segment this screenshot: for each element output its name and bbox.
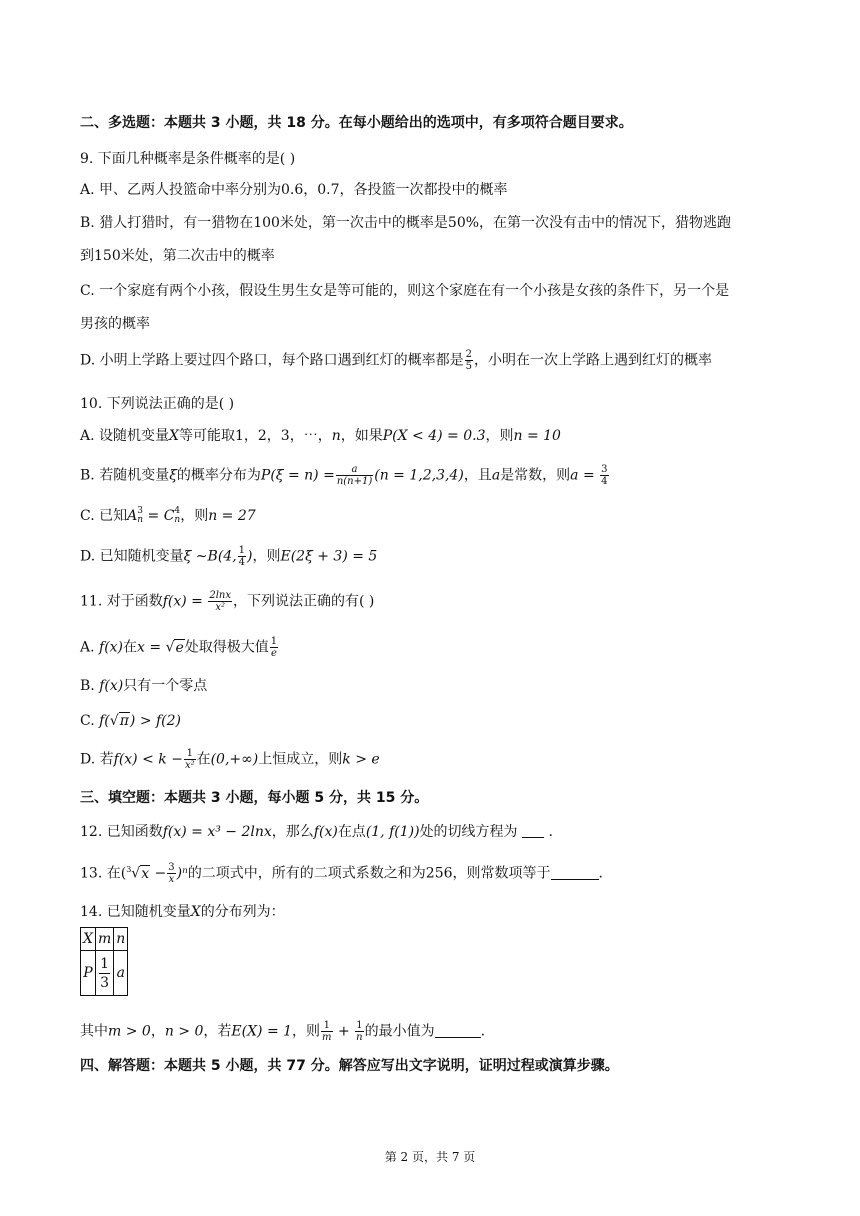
q14-post: 的分布列为：	[200, 904, 285, 920]
q10-c-eq: =	[143, 508, 164, 524]
q12-f2: f(x)	[313, 824, 338, 840]
q10-b-pre: B. 若随机变量	[80, 467, 170, 484]
q14-f1-den: m	[322, 1032, 332, 1043]
q11-a-fraction	[270, 636, 278, 659]
q10-b-res-den: 4	[601, 476, 608, 487]
q12-answer-blank[interactable]	[522, 823, 544, 838]
q11-stem-f: f(x) =	[162, 593, 203, 610]
q14-plus: +	[333, 1023, 355, 1040]
q14-cond1: m > 0	[108, 1023, 151, 1040]
q10-b-num: a	[336, 464, 373, 476]
q14-pre: 14. 已知随机变量	[80, 904, 191, 920]
table-cell-a: a	[114, 951, 128, 996]
section-fill-blank-header: 三、填空题：本题共 3 小题，每小题 5 分，共 15 分。	[80, 790, 429, 806]
q11-d-pre: D. 若	[80, 751, 114, 768]
q11-a-pre: A.	[80, 639, 100, 656]
q11-a-root: e	[175, 639, 184, 656]
q10-a-expr: P(X < 4) = 0.3	[382, 428, 486, 444]
q14-var: X	[190, 904, 201, 920]
q10-c-C-sup: 4	[174, 506, 181, 516]
q9-d-den: 5	[465, 361, 472, 372]
q10-stem: 10. 下列说法正确的是( )	[80, 396, 235, 412]
q9-d-fraction	[465, 349, 473, 372]
q11-a-f: f(x)	[99, 639, 124, 656]
q10-a-mid3: ，则	[485, 428, 514, 444]
distribution-table	[80, 927, 128, 996]
q12-stem	[80, 822, 553, 842]
q10-b-expr: P(ξ = n) =	[260, 467, 335, 484]
q10-b-den: n(n+1)	[336, 476, 373, 487]
q11-stem-pre: 11. 对于函数	[80, 593, 163, 610]
q14-end: .	[480, 1023, 486, 1040]
q12-mid2: 在点	[337, 824, 366, 840]
q10-c-A: A	[127, 508, 138, 524]
q10-b-result-fraction	[600, 464, 608, 487]
q13-end: .	[598, 865, 603, 882]
q11-d-mid2: 上恒成立，则	[258, 751, 343, 768]
q13-den: x	[168, 874, 175, 886]
q10-b-mid3: 是常数，则	[500, 467, 571, 484]
q11-d-mid: 在	[196, 751, 211, 768]
q9-option-b-line1: B. 猎人打猎时，有一猎物在100米处，第一次击中的概率是50%，在第一次没有击中的情况下，猎物逃跑	[80, 215, 732, 231]
q11-c-root: π	[119, 713, 129, 729]
q11-option-a	[80, 636, 279, 659]
q10-a-var: X	[169, 428, 179, 444]
q10-a-n: n	[331, 428, 341, 444]
q11-c-f2: ) > f(2)	[129, 713, 182, 729]
q14-table-fraction	[99, 955, 110, 992]
table-cell-m: m	[95, 928, 113, 951]
q10-a-mid: 等可能取1，2，3，⋯，	[178, 428, 332, 444]
q9-stem: 9. 下面几种概率是条件概率的是( )	[80, 151, 296, 167]
q10-b-mid: 的概率分布为	[176, 467, 261, 484]
q13-answer-blank[interactable]	[551, 865, 599, 880]
q13-num: 3	[168, 862, 175, 874]
q10-a-mid2: ，如果	[340, 428, 383, 444]
q11-d-f: f(x) < k −	[113, 751, 183, 768]
sqrt-icon: √	[165, 639, 175, 656]
q13-root: x	[141, 865, 150, 882]
q10-d-mid: ，则	[252, 548, 281, 565]
q11-a-den: e	[271, 648, 277, 659]
q9-option-c-line1: C. 一个家庭有两个小孩，假设生男生女是等可能的，则这个家庭在有一个小孩是女孩的条件下，另一个是	[80, 283, 730, 299]
q10-d-pre: D. 已知随机变量	[80, 548, 184, 565]
q10-b-res-num: 3	[601, 464, 608, 475]
q9-d-text-post: ，小明在一次上学路上遇到红灯的概率	[474, 352, 712, 369]
q10-d-den: 4	[238, 557, 246, 568]
q14-f1-num: 1	[321, 1020, 332, 1032]
q11-c-pre: C.	[80, 713, 100, 729]
q9-option-c-line2: 男孩的概率	[80, 316, 150, 332]
q10-d-close: )	[247, 548, 253, 565]
q11-a-mid2: 处取得极大值	[184, 639, 269, 656]
q11-stem-den: x²	[215, 602, 225, 613]
q11-stem-post: ，下列说法正确的有( )	[233, 593, 375, 610]
q13-root-index: 3	[126, 865, 132, 874]
q14-cond-pre: 其中	[80, 1023, 108, 1040]
table-cell-one-third	[95, 951, 113, 996]
q14-table-den: 3	[100, 974, 110, 991]
q11-stem	[80, 590, 374, 613]
q14-cond-sep: ，	[150, 1023, 165, 1040]
q11-d-num: 1	[184, 748, 196, 760]
q10-d-num: 1	[238, 545, 246, 556]
q11-option-d	[80, 748, 380, 771]
q13-minus: −	[150, 865, 167, 882]
q14-fraction-1	[321, 1020, 332, 1043]
q10-d-result: E(2ξ + 3) = 5	[280, 548, 378, 565]
q10-b-result: a =	[570, 467, 595, 484]
q14-cond2: n > 0	[164, 1023, 204, 1040]
q12-pre: 12. 已知函数	[80, 824, 163, 840]
q10-c-pre: C. 已知	[80, 508, 128, 524]
q12-end: .	[544, 824, 553, 840]
section-multi-choice-header: 二、多选题：本题共 3 小题，共 18 分。在每小题给出的选项中，有多项符合题目要求。	[80, 115, 633, 131]
q14-cond-mid: ，若	[203, 1023, 232, 1040]
q9-option-b-line2: 到150米处，第二次击中的概率	[80, 248, 275, 264]
q14-fraction-2	[355, 1020, 363, 1043]
q14-f2-num: 1	[356, 1020, 363, 1031]
table-cell-n: n	[114, 928, 128, 951]
q11-c-f1: f(	[99, 713, 110, 729]
q13-power: )ⁿ	[176, 865, 188, 882]
section-solution-header: 四、解答题：本题共 5 小题，共 77 分。解答应写出文字说明，证明过程或演算步骤。	[80, 1058, 619, 1074]
q10-option-d	[80, 545, 377, 568]
q11-stem-num: 2lnx	[209, 590, 231, 601]
q10-d-fraction	[238, 545, 246, 568]
q10-option-c	[80, 506, 256, 526]
q9-option-a: A. 甲、乙两人投篮命中率分别为0.6，0.7，各投篮一次都投中的概率	[80, 182, 508, 198]
q11-b-pre: B.	[80, 678, 100, 694]
q12-point: (1, f(1))	[365, 824, 420, 840]
q14-f2-den: n	[356, 1032, 363, 1043]
q12-f: f(x) = x³ − 2lnx	[162, 824, 272, 840]
q10-b-a: a	[491, 467, 501, 484]
q13-mid: 的二项式中，所有的二项式系数之和为256，则常数项等于	[187, 865, 551, 882]
sqrt-icon: √	[109, 713, 119, 729]
table-row	[81, 928, 128, 951]
q10-c-result: n = 27	[208, 508, 256, 524]
table-cell-x: X	[81, 928, 96, 951]
q11-a-x: x =	[137, 639, 166, 656]
q10-a-result: n = 10	[513, 428, 561, 444]
q14-cond-post: 的最小值为	[364, 1023, 435, 1040]
q10-a-pre: A. 设随机变量	[80, 428, 170, 444]
q10-d-expr: ξ ∼B(4,	[183, 548, 237, 565]
q11-d-result: k > e	[342, 751, 380, 768]
q13-stem	[80, 860, 603, 885]
q11-d-fraction	[184, 748, 196, 771]
sqrt-icon: √	[131, 865, 141, 882]
q12-mid: ，那么	[271, 824, 314, 840]
q11-stem-fraction	[208, 590, 232, 613]
q14-stem	[80, 902, 285, 922]
q10-b-fraction	[336, 464, 373, 487]
page-footer: 第 2 页，共 7 页	[384, 1150, 476, 1164]
q9-d-text-pre: D. 小明上学路上要过四个路口，每个路口遇到红灯的概率都是	[80, 352, 464, 369]
q10-b-cond: (n = 1,2,3,4)	[374, 467, 464, 484]
q14-answer-blank[interactable]	[435, 1023, 481, 1038]
q14-cond3: E(X) = 1	[231, 1023, 293, 1040]
q9-option-d	[80, 349, 712, 372]
q10-c-mid: ，则	[180, 508, 209, 524]
table-cell-p: P	[81, 951, 96, 996]
q11-option-c	[80, 711, 181, 731]
q14-table-num: 1	[100, 955, 110, 972]
q14-cond-mid2: ，则	[292, 1023, 321, 1040]
q10-c-C: C	[163, 508, 175, 524]
q11-b-f: f(x)	[99, 678, 124, 694]
q11-d-den: x²	[184, 760, 195, 771]
q10-option-a	[80, 426, 561, 446]
table-row	[81, 951, 128, 996]
q10-c-A-sup: 3	[137, 506, 143, 516]
q10-option-b	[80, 464, 610, 487]
q13-fraction	[167, 862, 175, 885]
q13-pre: 13. 在(	[80, 865, 127, 882]
q12-post: 处的切线方程为	[419, 824, 518, 840]
q9-d-num: 2	[465, 349, 472, 360]
q10-c-C-sub: n	[174, 515, 181, 525]
q11-a-num: 1	[270, 636, 278, 647]
q11-d-interval: (0,+∞)	[210, 751, 259, 768]
q10-b-var: ξ	[169, 467, 177, 484]
q11-option-b	[80, 676, 207, 696]
q10-b-mid2: ，且	[463, 467, 492, 484]
q14-condition	[80, 1020, 485, 1043]
q10-c-A-sub: n	[137, 515, 144, 525]
q11-b-post: 只有一个零点	[123, 678, 208, 694]
q11-a-mid: 在	[123, 639, 138, 656]
